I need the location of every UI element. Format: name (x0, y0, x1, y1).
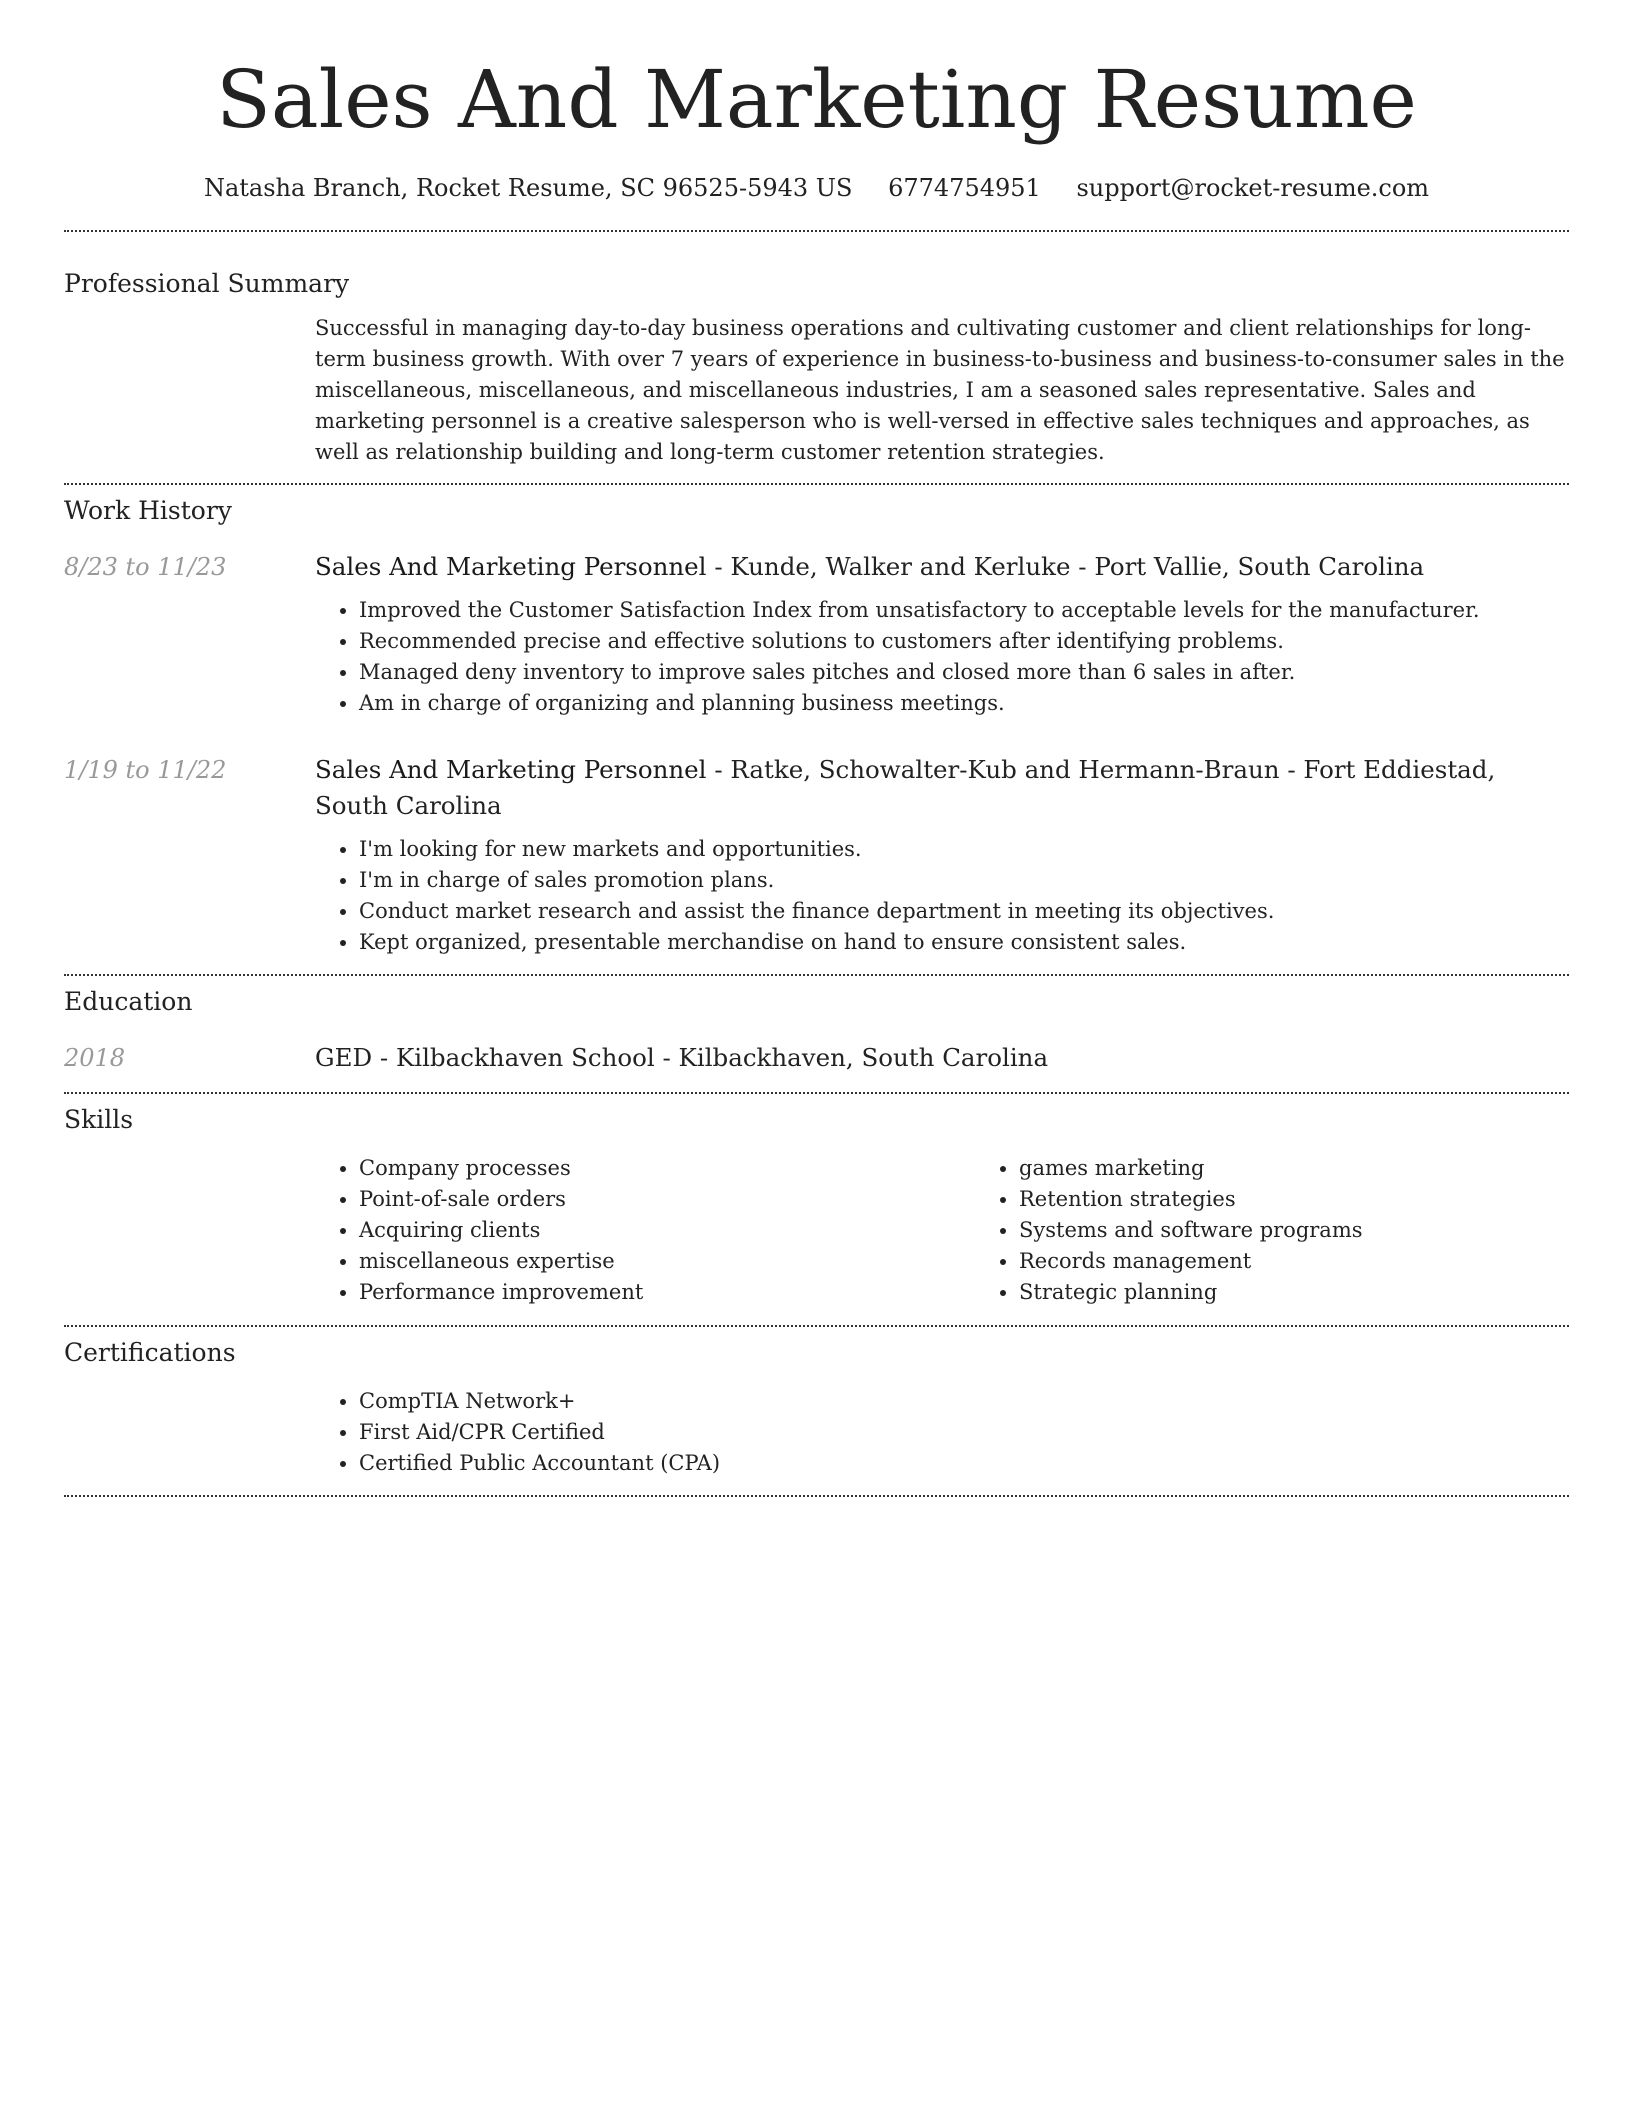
list-item: • Kept organized, presentable merchandise on hand to ensure consistent sales. (359, 927, 1569, 958)
contact-phone: 6774754951 (888, 174, 1041, 202)
list-item: • Certified Public Accountant (CPA) (359, 1448, 1569, 1479)
list-item: • Am in charge of organizing and planning business meetings. (359, 688, 1569, 719)
job-entry (64, 752, 1569, 958)
list-item: • Retention strategies (1019, 1184, 1632, 1215)
education-entry (64, 1040, 1569, 1076)
list-item: • CompTIA Network+ (359, 1386, 1569, 1417)
job-bullets (315, 834, 1569, 958)
skills-section (64, 1094, 1569, 1308)
certifications-section (64, 1327, 1569, 1479)
list-item: • Recommended precise and effective solutions to customers after identifying problems. (359, 626, 1569, 657)
education-heading: Education (64, 987, 193, 1016)
list-item: • I'm looking for new markets and opportunities. (359, 834, 1569, 865)
contact-address: Natasha Branch, Rocket Resume, SC 96525-5943 US (203, 174, 853, 202)
skills-heading: Skills (64, 1105, 134, 1134)
list-item: • Conduct market research and assist the finance department in meeting its objectives. (359, 896, 1569, 927)
work-history-heading: Work History (64, 496, 232, 525)
job-details: - Kunde, Walker and Kerluke - Port Vallie, South Carolina (706, 552, 1425, 581)
job-entry (64, 549, 1569, 719)
work-history-section (64, 485, 1569, 958)
summary-heading: Professional Summary (64, 269, 350, 298)
list-item: • Strategic planning (1019, 1277, 1632, 1308)
job-role: Sales And Marketing Personnel (315, 755, 707, 784)
list-item: • Systems and software programs (1019, 1215, 1632, 1246)
skills-list-left (315, 1153, 975, 1308)
summary-text: Successful in managing day-to-day business operations and cultivating customer and client relationships for long-term business growth. With over 7 years of experience in business-to-business and business-to-consumer sales in the miscellaneous, miscellaneous, and miscellaneous industries, I am a seasoned sales representative. Sales and marketing personnel is a creative salesperson who is well-versed in effective sales techniques and approaches, as well as relationship building and long-term customer retention strategies. (315, 316, 1565, 464)
divider (64, 1495, 1569, 1497)
skills-list-right (975, 1153, 1632, 1308)
list-item: • I'm in charge of sales promotion plans. (359, 865, 1569, 896)
job-dates: 1/19 to 11/22 (64, 756, 227, 784)
contact-email: support@rocket-resume.com (1076, 174, 1430, 202)
list-item: • Managed deny inventory to improve sales pitches and closed more than 6 sales in after. (359, 657, 1569, 688)
education-details: GED - Kilbackhaven School - Kilbackhaven, South Carolina (315, 1043, 1049, 1072)
list-item: • First Aid/CPR Certified (359, 1417, 1569, 1448)
job-role: Sales And Marketing Personnel (315, 552, 707, 581)
list-item: • Acquiring clients (359, 1215, 975, 1246)
resume-page (64, 0, 1569, 1497)
job-heading (315, 549, 1569, 585)
job-bullets (315, 595, 1569, 719)
list-item: • Company processes (359, 1153, 975, 1184)
contact-line (64, 172, 1569, 204)
list-item: • miscellaneous expertise (359, 1246, 975, 1277)
job-details: - Ratke, Schowalter-Kub and Hermann-Braun - Fort Eddiestad, South Carolina (315, 755, 1496, 820)
list-item: • Performance improvement (359, 1277, 975, 1308)
education-section (64, 976, 1569, 1076)
list-item: • Point-of-sale orders (359, 1184, 975, 1215)
resume-title: Sales And Marketing Resume (216, 53, 1417, 146)
certifications-heading: Certifications (64, 1338, 236, 1367)
list-item: • Records management (1019, 1246, 1632, 1277)
list-item: • games marketing (1019, 1153, 1632, 1184)
job-dates: 8/23 to 11/23 (64, 553, 227, 581)
list-item: • Improved the Customer Satisfaction Index from unsatisfactory to acceptable levels for the manufacturer. (359, 595, 1569, 626)
education-year: 2018 (64, 1044, 126, 1072)
summary-section (64, 232, 1569, 468)
job-heading (315, 752, 1569, 824)
certifications-list (315, 1386, 1569, 1479)
